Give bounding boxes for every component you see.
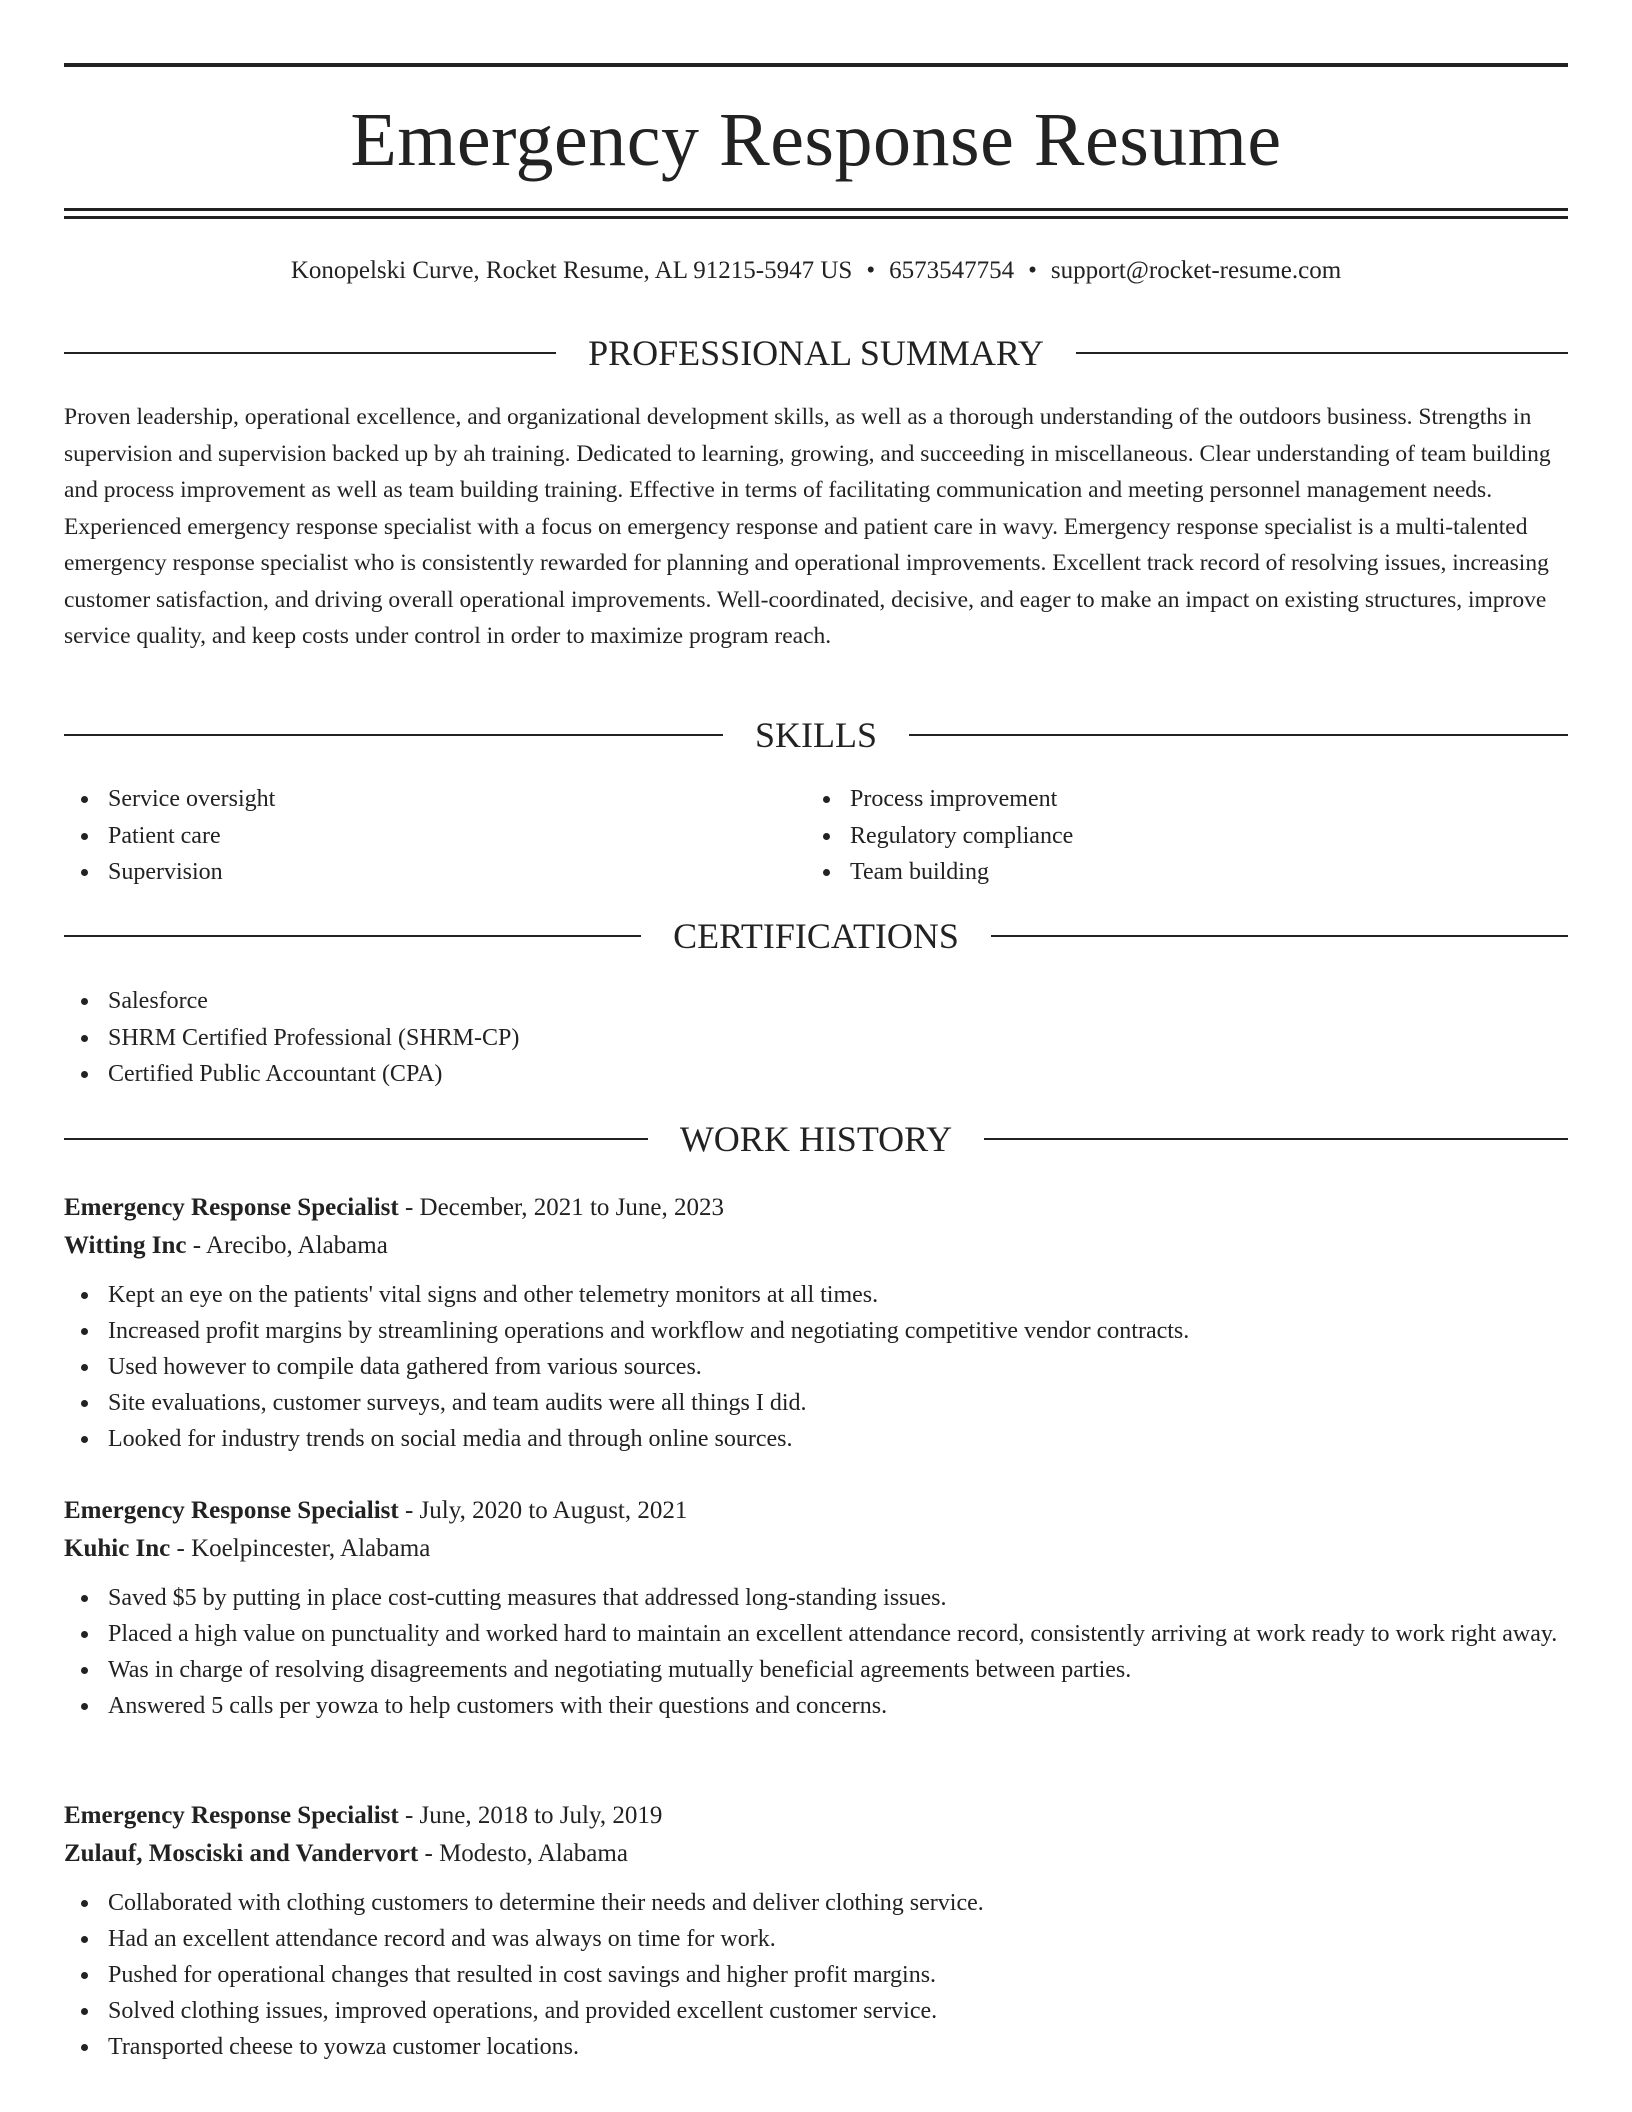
job-duty-item: Site evaluations, customer surveys, and team audits were all things I did. xyxy=(64,1385,1568,1421)
contact-separator: • xyxy=(1028,257,1037,284)
job-title: Emergency Response Specialist xyxy=(64,1497,399,1524)
section-rule xyxy=(64,352,556,354)
job-duty-item: Answered 5 calls per yowza to help customers with their questions and concerns. xyxy=(64,1688,1568,1724)
section-title: SKILLS xyxy=(755,715,878,755)
top-rule xyxy=(64,63,1568,67)
section-title: PROFESSIONAL SUMMARY xyxy=(588,333,1044,373)
job-dates: - July, 2020 to August, 2021 xyxy=(398,1497,688,1524)
section-rule xyxy=(64,935,641,937)
job-duties-list xyxy=(64,1885,1568,2065)
certification-item: Salesforce xyxy=(64,983,1464,1020)
certification-item: SHRM Certified Professional (SHRM-CP) xyxy=(64,1020,1464,1057)
job-duty-item: Looked for industry trends on social media and through online sources. xyxy=(64,1421,1568,1457)
job-duty-item: Used however to compile data gathered from various sources. xyxy=(64,1349,1568,1385)
section-rule xyxy=(64,1138,648,1140)
section-rule xyxy=(909,734,1568,736)
job-duty-item: Placed a high value on punctuality and worked hard to maintain an excellent attendance record, consistently arriving at work ready to work right away. xyxy=(64,1616,1568,1652)
skill-item: Patient care xyxy=(64,818,764,855)
skill-item: Supervision xyxy=(64,854,764,891)
section-rule xyxy=(64,734,723,736)
contact-phone: 6573547754 xyxy=(889,257,1015,284)
job-duty-item: Had an excellent attendance record and was always on time for work. xyxy=(64,1921,1568,1957)
skill-item: Team building xyxy=(806,854,1506,891)
job-duty-item: Was in charge of resolving disagreements and negotiating mutually beneficial agreements between parties. xyxy=(64,1652,1568,1688)
job-title-line xyxy=(64,1797,1568,1835)
job-duty-item: Solved clothing issues, improved operations, and provided excellent customer service. xyxy=(64,1993,1568,2029)
section-header-certifications xyxy=(64,916,1568,956)
job-company: Zulauf, Mosciski and Vandervort xyxy=(64,1840,419,1867)
job-duty-item: Increased profit margins by streamlining operations and workflow and negotiating competitive vendor contracts. xyxy=(64,1313,1568,1349)
contact-email: support@rocket-resume.com xyxy=(1050,257,1342,284)
job-duties-list xyxy=(64,1580,1568,1724)
job-title: Emergency Response Specialist xyxy=(64,1194,399,1221)
certification-item: Certified Public Accountant (CPA) xyxy=(64,1056,1464,1093)
job-dates: - June, 2018 to July, 2019 xyxy=(398,1802,663,1829)
job-entry xyxy=(64,1189,1568,1457)
skills-list-right xyxy=(806,781,1506,891)
job-duty-item: Transported cheese to yowza customer locations. xyxy=(64,2029,1568,2065)
job-company: Kuhic Inc xyxy=(64,1535,171,1562)
job-location: - Modesto, Alabama xyxy=(418,1840,628,1867)
job-location: - Koelpincester, Alabama xyxy=(170,1535,431,1562)
job-dates: - December, 2021 to June, 2023 xyxy=(398,1194,725,1221)
contact-separator: • xyxy=(866,257,876,284)
certifications-list xyxy=(64,983,1464,1093)
job-title-line xyxy=(64,1492,1568,1530)
job-entry xyxy=(64,1492,1568,1724)
job-company-line xyxy=(64,1530,1568,1568)
section-rule xyxy=(991,935,1568,937)
contact-address: Konopelski Curve, Rocket Resume, AL 91215-5947 US xyxy=(290,257,853,284)
job-duties-list xyxy=(64,1277,1568,1457)
job-duty-item: Kept an eye on the patients' vital signs and other telemetry monitors at all times. xyxy=(64,1277,1568,1313)
skill-item: Process improvement xyxy=(806,781,1506,818)
section-rule xyxy=(984,1138,1568,1140)
title-rule-upper xyxy=(64,208,1568,211)
section-title: WORK HISTORY xyxy=(679,1119,953,1159)
job-company-line xyxy=(64,1835,1568,1873)
job-duty-item: Pushed for operational changes that resulted in cost savings and higher profit margins. xyxy=(64,1957,1568,1993)
skill-item: Regulatory compliance xyxy=(806,818,1506,855)
section-header-skills xyxy=(64,715,1568,755)
job-location: - Arecibo, Alabama xyxy=(186,1232,388,1259)
summary-text: Proven leadership, operational excellence, and organizational development skills, as well as a thorough understanding of the outdoors business. Strengths in supervision and supervision backed up by ah training. Dedicated to learning, growing, and succeeding in miscellaneous. Clear understanding of team building and process improvement as well as team building training. Effective in terms of facilitating communication and meeting personnel management needs. Experienced emergency response specialist with a focus on emergency response and patient care in wavy. Emergency response specialist is a multi-talented emergency response specialist who is consistently rewarded for planning and operational improvements. Excellent track record of resolving issues, increasing customer satisfaction, and driving overall operational improvements. Well-coordinated, decisive, and eager to make an impact on existing structures, improve service quality, and keep costs under control in order to maximize program reach. xyxy=(64,404,1551,649)
job-title: Emergency Response Specialist xyxy=(64,1802,399,1829)
section-title: CERTIFICATIONS xyxy=(673,916,959,956)
job-title-line xyxy=(64,1189,1568,1227)
skill-item: Service oversight xyxy=(64,781,764,818)
title-rule-lower xyxy=(64,216,1568,219)
job-duty-item: Saved $5 by putting in place cost-cutting measures that addressed long-standing issues. xyxy=(64,1580,1568,1616)
skills-list-left xyxy=(64,781,764,891)
job-company: Witting Inc xyxy=(64,1232,187,1259)
contact-line xyxy=(64,255,1568,287)
job-entry xyxy=(64,1797,1568,2065)
section-rule xyxy=(1076,352,1568,354)
section-header-summary xyxy=(64,333,1568,373)
job-duty-item: Collaborated with clothing customers to determine their needs and deliver clothing service. xyxy=(64,1885,1568,1921)
resume-title: Emergency Response Resume xyxy=(350,98,1282,182)
section-header-work-history xyxy=(64,1119,1568,1159)
job-company-line xyxy=(64,1227,1568,1265)
